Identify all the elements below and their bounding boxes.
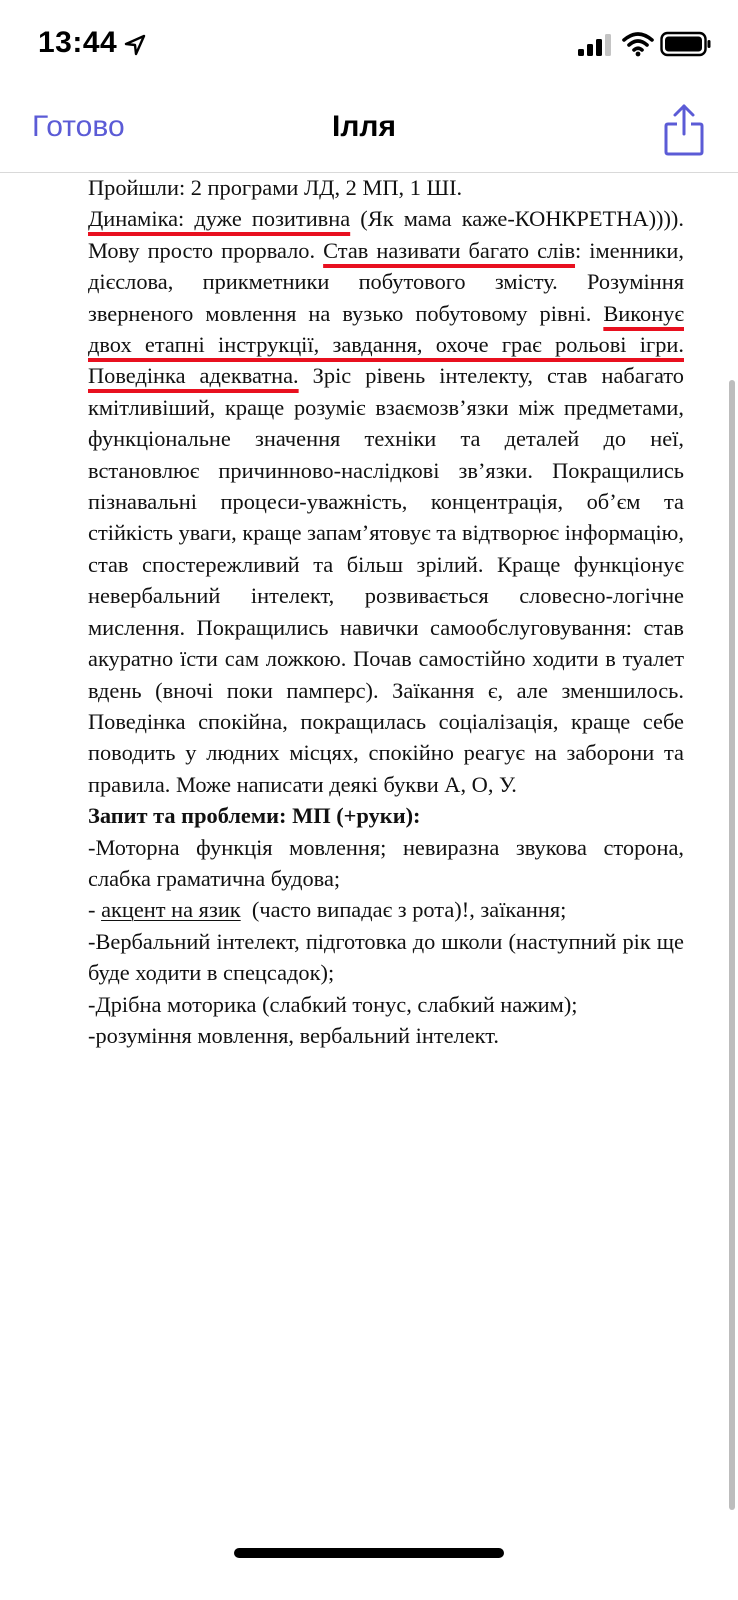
requests-heading: Запит та проблеми: МП (+руки): bbox=[88, 803, 421, 829]
item-prefix: - bbox=[88, 897, 102, 923]
document-title-text: Ілля bbox=[332, 110, 396, 143]
progress-paragraph bbox=[88, 203, 684, 800]
wifi-icon bbox=[622, 31, 654, 57]
signal-icon bbox=[578, 34, 614, 56]
paragraph-text: : іменники, дієслова, прикметники побутового змісту. Розуміння зверненого мовлення на вузько побутовому рівні. bbox=[88, 237, 684, 326]
highlighted-dynamics: Динаміка: дуже позитивна bbox=[88, 206, 351, 232]
status-time: 13:44 bbox=[38, 26, 118, 59]
status-bar bbox=[0, 0, 738, 92]
scroll-indicator[interactable] bbox=[729, 380, 735, 1510]
problem-item: -Дрібна моторика (слабкий тонус, слабкий нажим); bbox=[88, 991, 578, 1017]
document-body bbox=[88, 172, 684, 1051]
battery-icon bbox=[660, 31, 712, 57]
share-icon[interactable] bbox=[662, 102, 706, 158]
home-indicator[interactable] bbox=[234, 1548, 504, 1558]
intro-line: Пройшли: 2 програми ЛД, 2 МП, 1 ШІ. bbox=[88, 175, 463, 200]
redacted-surname bbox=[262, 116, 328, 140]
problem-item: -Вербальний інтелект, підготовка до школи (наступний рік ще буде ходити в спецсадок); bbox=[88, 928, 684, 986]
document-title bbox=[262, 110, 482, 144]
item-suffix: (часто випадає з рота)!, заїкання; bbox=[240, 897, 567, 923]
done-button[interactable]: Готово bbox=[32, 110, 125, 143]
navigation-bar bbox=[0, 92, 738, 173]
paragraph-text: (Як мама каже-КОНКРЕТНА)))). Мову просто прорвало. bbox=[88, 206, 684, 263]
problem-item bbox=[88, 894, 684, 925]
highlighted-words: Став називати багато слів bbox=[323, 237, 576, 263]
location-arrow-icon bbox=[124, 34, 146, 56]
problem-item: -Моторна функція мовлення; невиразна звукова сторона, слабка граматична будова; bbox=[88, 834, 684, 891]
underlined-tongue-accent: акцент на язик bbox=[101, 897, 241, 923]
problem-item: -розуміння мовлення, вербальний інтелект. bbox=[88, 1022, 499, 1048]
paragraph-text: Зріс рівень інтелекту, став набагато кмітливіший, краще розуміє взаємозв’язки між предметами, функціональне значення техніки та деталей до неї, встановлює причинново-наслідкові зв’язки. Покращились пізнавальні процеси-уважність, концентрація, об’єм та стійкість уваги, краще запам’ятовує та відтворює інформацію, став спостережливий та більш зрілий. Краще функціонує невербальний інтелект, розвивається словесно-логічне мислення. Покращились навички самообслуговування: став акуратно їсти сам ложкою. Почав самостійно ходити в туалет вдень (вночі поки памперс). Заїкання є, але зменшилось. Поведінка спокійна, покращилась соціалізація, краще себе поводить у людних місцях, спокійно реагує на заборони та правила. Може написати деякі букви А, О, У. bbox=[88, 363, 684, 797]
highlighted-instructions: Виконує двох етапні інструкції, завдання, охоче грає рольові ігри. Поведінка адекватна. bbox=[88, 300, 684, 389]
